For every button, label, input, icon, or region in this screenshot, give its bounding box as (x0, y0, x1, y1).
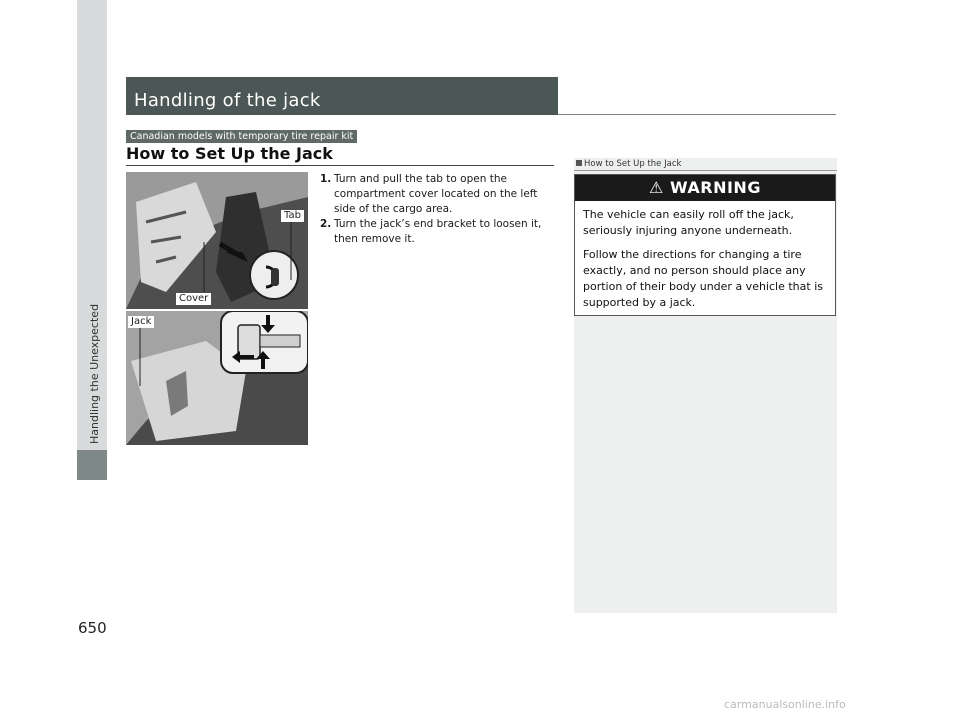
step-1 (320, 172, 556, 217)
cover-label: Cover (176, 293, 211, 305)
title-bar (126, 77, 558, 115)
steps-list (320, 172, 556, 247)
note-reference (576, 159, 681, 169)
step-2-text: Turn the jack’s end bracket to loosen it, then remove it. (334, 218, 542, 245)
model-badge: Canadian models with temporary tire repair kit (126, 130, 357, 143)
illustration-jack (126, 311, 308, 445)
cover-drawing (126, 172, 308, 309)
step-1-text: Turn and pull the tab to open the compartment cover located on the left side of the cargo area. (334, 173, 538, 215)
section-heading: How to Set Up the Jack (126, 144, 333, 163)
page-number: 650 (78, 619, 107, 637)
page-title: Handling of the jack (134, 90, 321, 111)
step-1-number: 1. (320, 173, 332, 185)
illustration-cover (126, 172, 308, 309)
warning-triangle-icon: ⚠ (649, 178, 664, 197)
note-rule (574, 170, 837, 171)
note-reference-text: How to Set Up the Jack (584, 159, 682, 169)
warning-title-row (575, 178, 835, 197)
warning-body (583, 207, 831, 319)
title-rule (558, 114, 836, 115)
warning-paragraph-2: Follow the directions for changing a tire exactly, and no person should place any portion of their body under a vehicle that is supported by a jack. (583, 248, 823, 309)
step-2 (320, 217, 556, 247)
side-tab-block (77, 450, 107, 480)
warning-box (574, 174, 836, 316)
section-tab-label: Handling the Unexpected (88, 303, 101, 444)
watermark: carmanualsonline.info (724, 698, 846, 711)
warning-header (575, 175, 835, 201)
note-square-icon (576, 160, 582, 166)
tab-label: Tab (281, 210, 304, 222)
warning-title: WARNING (669, 178, 761, 197)
section-rule (126, 165, 554, 166)
jack-drawing (126, 311, 308, 445)
warning-paragraph-1: The vehicle can easily roll off the jack, seriously injuring anyone underneath. (583, 208, 794, 237)
step-2-number: 2. (320, 218, 332, 230)
jack-label: Jack (128, 316, 154, 328)
